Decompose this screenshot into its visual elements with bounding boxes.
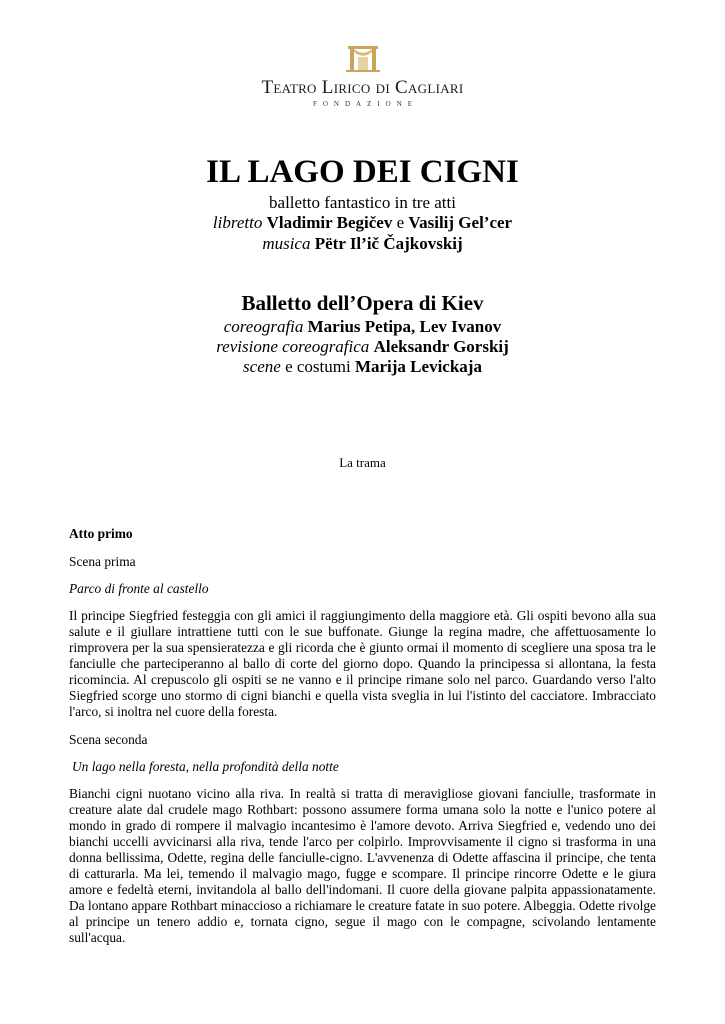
music-author: Pëtr Il’ič Čajkovskij: [314, 234, 463, 253]
theater-logo-icon: [346, 46, 380, 72]
revision-name: Aleksandr Gorskij: [373, 337, 509, 356]
theater-name: Teatro Lirico di Cagliari: [261, 77, 464, 98]
costumes-role: e costumi: [285, 357, 351, 376]
scene-2-title: Scena seconda: [69, 732, 148, 747]
act-title: Atto primo: [69, 526, 133, 541]
libretto-author-1: Vladimir Begičev: [266, 213, 393, 232]
scene-1-title: Scena prima: [69, 554, 136, 569]
choreography-credit: [0, 317, 725, 337]
subtitle: balletto fantastico in tre atti: [269, 193, 456, 212]
libretto-credit: [0, 213, 725, 233]
company-name: Balletto dell’Opera di Kiev: [241, 291, 484, 315]
music-credit: [0, 234, 725, 254]
scene-1-place: Parco di fronte al castello: [69, 581, 209, 596]
scenes-role: scene: [243, 357, 281, 376]
theater-logo: [0, 46, 725, 109]
scene-2-text: Bianchi cigni nuotano vicino alla riva. In realtà si tratta di meravigliose giovani fanciulle, trasformate in creature alate dal crudele mago Rothbart: possono assumere forma umana solo la notte e l'unico potere al mondo in grado di rompere il malvagio incantesimo è l'amore devoto. Arriva Siegfried e, vedendo uno dei bianchi uccelli avvicinarsi alla riva, tende l'arco per colpirlo. Improvvisamente il cigno si trasforma in una donna bellissima, Odette, regina delle fanciulle-cigno. L'avvenenza di Odette affascina il principe, che tenta di catturarla. Ma lei, temendo il malvagio mago, fugge e scompare. Il principe rincorre Odette e le giura amore e fedeltà eterni, invitandola al ballo dell'indomani. Il cuore della giovane palpita appassionatamente. Da lontano appare Rothbart minaccioso a richiamare le creature fatate in suo potere. Albeggia. Odette rivolge al principe un tenero addio e, tornata cigno, segue il mago con le compagne, scivolando lentamente sull'acqua.: [69, 786, 656, 945]
scenes-credit: [0, 357, 725, 377]
libretto-author-2: Vasilij Gel’cer: [408, 213, 513, 232]
scene-1-text: Il principe Siegfried festeggia con gli amici il raggiungimento della maggiore età. Gli ospiti bevono alla sua salute e il giullare intrattiene tutti con le sue buffonate. Giunge la regina madre, che affettuosamente lo rimprovera per la sua spensieratezza e gli ricorda che è giunto ormai il momento di scegliere una sposa tra le fanciulle che parteciperanno al ballo di corte del giorno dopo. Quando la principessa si allontana, la festa ricomincia. Al crepuscolo gli ospiti se ne vanno e il principe rimane solo nel parco. Guardando verso l'alto Siegfried scorge uno stormo di cigni bianchi e quella vista sveglia in lui l'istinto del cacciatore. Imbracciato l'arco, si inoltra nel cuore della foresta.: [69, 608, 656, 719]
revision-credit: [0, 337, 725, 357]
page-title: IL LAGO DEI CIGNI: [206, 154, 519, 190]
theater-foundation: FONDAZIONE: [312, 100, 419, 108]
choreography-role: coreografia: [223, 317, 304, 336]
choreography-names: Marius Petipa, Lev Ivanov: [307, 317, 502, 336]
synopsis: [69, 526, 656, 958]
music-role: musica: [262, 234, 311, 253]
scenes-name: Marija Levickaja: [354, 357, 482, 376]
libretto-role: libretto: [212, 213, 263, 232]
scene-2-place: Un lago nella foresta, nella profondità della notte: [72, 759, 339, 774]
revision-role: revisione coreografica: [216, 337, 370, 356]
libretto-conjunction: e: [396, 213, 405, 232]
section-label: La trama: [339, 455, 386, 470]
